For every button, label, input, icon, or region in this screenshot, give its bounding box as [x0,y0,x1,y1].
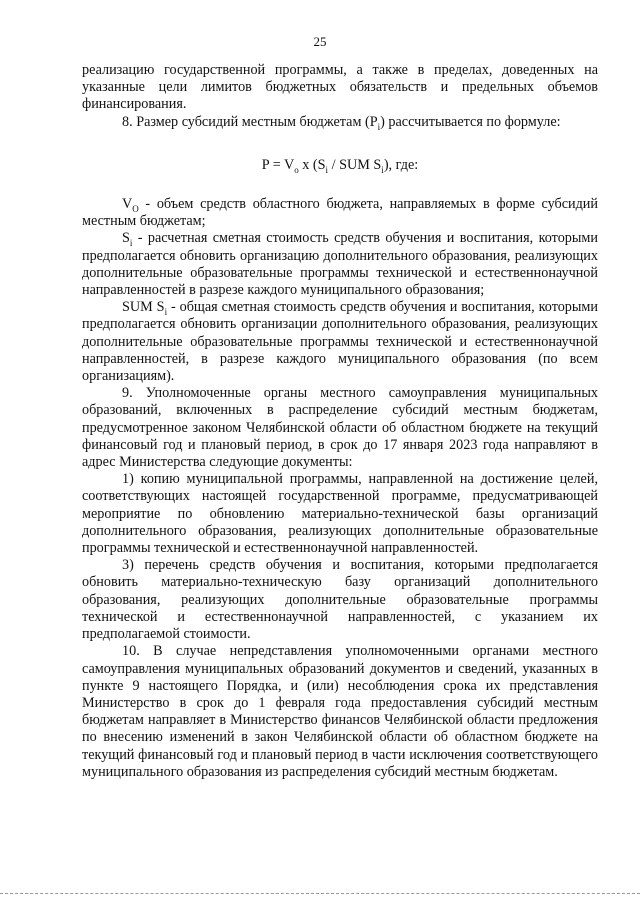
definition-v-text: - объем средств областного бюджета, направляемых в форме субсидий местным бюджетам; [82,196,598,230]
formula [82,157,598,174]
formula-sub-c: i [381,164,384,175]
page-bottom-rule [0,893,640,894]
definition-sum-symbol: SUM S [122,299,165,316]
paragraph-10: 10. В случае непредставления уполномоченными органами местного самоуправления муниципальных образований документов и сведений, указанных в пункте 9 настоящего Порядка, и (или) несоблюдения срока их представления Министерство в срок до 1 февраля года предоставления субсидий местным бюджетам направляет в Министерство финансов Челябинской области предложения по внесению изменений в закон Челябинской области об областном бюджете на текущий финансовый год и плановый период в части исключения соответствующего муниципального образования из распределения субсидий местным бюджетам. [82,643,598,780]
paragraph-8-text: 8. Размер субсидий местным бюджетам (P [122,113,378,130]
paragraph-8-sub: i [377,121,381,132]
list-item-3: 3) перечень средств обучения и воспитания, которыми предполагается обновить материально-техническую базу организаций дополнительного образования, реализующих дополнительные образовательные программы технической и естественнонаучной направленностей, с указанием их предполагаемой стоимости. [82,557,598,643]
definition-sum-sub: i [164,307,168,318]
definition-s-sub: i [129,238,133,249]
paragraph-8 [82,114,598,131]
definition-s [82,230,598,299]
paragraph-8-tail: ) рассчитывается по формуле: [380,113,561,130]
formula-sub-b: i [325,164,329,175]
document-body [82,62,598,781]
paragraph-9: 9. Уполномоченные органы местного самоуправления муниципальных образований, включенных в распределение субсидий местным бюджетам, предусмотренное законом Челябинской области об областном бюджете на текущий финансовый год и плановый период, в срок до 17 января 2023 года направляют в адрес Министерства следующие документы: [82,385,598,471]
definition-v [82,196,598,230]
formula-part-b: x (S [298,156,326,173]
formula-sub-a: o [294,164,299,175]
definition-sum-text: - общая сметная стоимость средств обучения и воспитания, которыми предполагается обновить организации дополнительного образования, реализующих дополнительные образовательные программы технической и естественнонаучной направленностей, в разрезе каждого муниципального образования (по всем организациям). [82,299,598,385]
definition-sum [82,299,598,385]
page-number: 25 [313,34,327,49]
definition-v-symbol: V [122,196,133,213]
definition-s-symbol: S [122,230,130,247]
formula-part-a: P = V [261,156,295,173]
paragraph-intro: реализацию государственной программы, а также в пределах, доведенных на указанные цели лимитов бюджетных обязательств и предельных объемов финансирования. [82,62,598,113]
formula-part-c: / SUM S [328,156,382,173]
definition-v-sub: O [132,203,139,214]
list-item-1: 1) копию муниципальной программы, направленной на достижение целей, соответствующих настоящей государственной программе, предусматривающей мероприятие по обновлению материально-технической базы организаций дополнительного образования, реализующих дополнительные образовательные программы технической и естественнонаучной направленностей. [82,471,598,557]
definition-s-text: - расчетная сметная стоимость средств обучения и воспитания, которыми предполагается обновить организацию дополнительного образования, реализующих дополнительные образовательные программы технической и естественнонаучной направленностей в разрезе каждого муниципального образования; [82,230,598,299]
formula-part-d: ), где: [383,156,419,173]
